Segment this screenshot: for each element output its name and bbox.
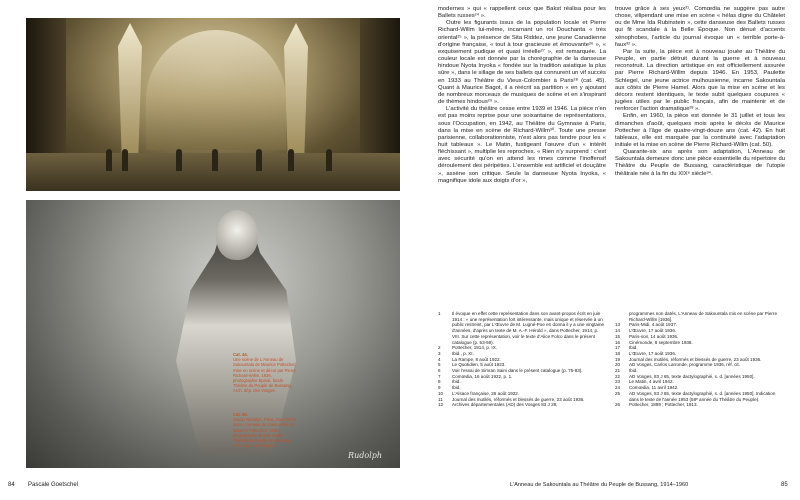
running-title: L'Anneau de Sakountala au Théâtre du Peuple de Bussang, 1914–1960 — [510, 482, 689, 488]
footnote — [615, 391, 785, 402]
footnote-number: 15 — [615, 333, 621, 339]
stage-figure — [326, 149, 332, 171]
page-number-left: 84 — [8, 482, 15, 488]
caption-cat-44 — [233, 352, 297, 394]
footnote-text: Comœdia, 16 août 1922, p. 1. — [452, 373, 513, 379]
footnote-text: L'Alsace française, 26 août 1922. — [452, 390, 520, 396]
footnote-text: Il évoque en effet cette représentation dans son avant-propos écrit en juin 1914 : « une représentation fort intéressante, mais unique et réservée à un public restreint, par L'Œuvre de M. Lugné-Poe en donna il y a une vingtaine d'années, d'après un texte de M. A.-F. Hérold », dans Pottecher, 1914, p. VIII. Sur cette représentation, voir le texte d'Alice Folco dans le présent catalogue (p. 53-59). — [452, 311, 605, 345]
footnote-text: L'Œuvre, 17 août 1936. — [629, 328, 677, 334]
footnote-number: 24 — [615, 385, 621, 391]
footnote — [615, 402, 785, 408]
author-name: Pascale Goetschel — [28, 482, 79, 488]
photo-signature: Rudolph — [348, 451, 382, 460]
footnote-text: Archives départementales (AD) des Vosges 83 J 28, — [452, 402, 558, 408]
footnote-number: 16 — [615, 339, 621, 345]
stage-figure — [176, 149, 182, 171]
caption-label: Cat. 44. — [233, 352, 248, 357]
text-column-left — [438, 6, 606, 185]
footnote-text: Comœdia, 11 avril 1942. — [629, 385, 679, 391]
footnotes-left — [438, 311, 606, 408]
footnote-text: Journal des mutilés, réformés et blessés de guerre, 23 août 1936. — [452, 396, 585, 402]
footnote-number: 14 — [615, 328, 621, 334]
footnote-number: 11 — [438, 396, 443, 402]
footnote-text: Le Quotidien, 5 août 1923. — [452, 362, 506, 368]
footnote-number: 18 — [615, 350, 621, 356]
footnote-number: 10 — [438, 390, 444, 396]
paragraph: Enfin, en 1960, la pièce est donnée le 31 juillet et tous les dimanches d'août, quelques mois après le décès de Maurice Pottecher à l'âge de quatre-vingt-douze ans (cat. 42). En huit tableaux, elle est marquée par la continuité avec l'adaptation initiale et la mise en scène de Pierre Richard-Willm (cat. 50). — [615, 113, 785, 148]
stage-photograph — [26, 18, 400, 191]
caption-label: Cat. 50. — [233, 412, 248, 417]
footnote-number: 1 — [438, 311, 441, 316]
paragraph: trouve grâce à ses yeux³¹. Comœdia ne suggère pas autre chose, vilipendant une mise en scène « hélas digne du Châtelet ou de Mme Ida Rubinstein », cette danseuse des Ballets russes qui fit scandale à la Belle Époque. Non dénué d'accents xénophobes, l'article du journal évoque un « terrible porte-à-faux³² ». — [615, 6, 785, 48]
footnote-number: 25 — [615, 390, 621, 396]
footnote-number: 19 — [615, 356, 621, 362]
footnote-number: 13 — [615, 322, 621, 328]
paragraph: L'activité du théâtre cesse entre 1939 et 1946. La pièce n'en est pas moins reprise pour une soixantaine de représentations, sous l'Occupation, en 1942, au Théâtre du Gymnase à Paris, dans la mise en scène de Richard-Willm³⁰. Toute une presse parisienne, collaborationniste, n'est alors pas tendre pour les « huit tableaux ». Le Matin, fustigeant l'œuvre d'un « intérêt fléchissant », multiplie les reproches. « Rien n'y surprend : c'est avec sécurité qu'on en attend les rimes comme l'inoffensif déroulement des péripéties. L'ensemble est artificiel et douçâtre », assène son critique. Seule la danseuse Nyota Inyoka, « magnifique idole aux doigts d'or », — [438, 106, 606, 184]
footnote-number: 22 — [615, 373, 621, 379]
dancer-headdress — [216, 210, 258, 260]
dancer-photograph — [26, 200, 400, 468]
footnote-text: Ibid., p. XI. — [452, 350, 474, 356]
footnote-number: 4 — [438, 356, 441, 362]
footnotes-right — [615, 311, 785, 408]
stage-figure — [212, 149, 218, 171]
paragraph: Par la suite, la pièce est à nouveau jouée au Théâtre du Peuple, en partie détruit durant la guerre et à nouveau reconstruit. La direction artistique en est officiellement assurée par Pierre Richard-Willm depuis 1946. En 1953, Paulette Schlegel, une jeune actrice mulhousienne, incarne Sakountala aux côtés de Pierre Hamel. Alors que la mise en scène et les décors restent identiques, le texte subit quelques coupures « jugées utiles par le public français, afin de maintenir et de renforcer l'action dramatique³³ ». — [615, 48, 785, 113]
footnote-text: programmes non datés, L'Anneau de Sakountala mis en scène par Pierre Richard-Willm [1936]. — [629, 311, 777, 322]
paragraph: modernes » qui « rappellent ceux que Bakst réalisa pour les Ballets russes²⁴ ». — [438, 6, 606, 20]
footnote-text: AD Vosges, Carlos Larronde, programme 1936, réf. cit. — [629, 362, 740, 368]
footnote-number: 3 — [438, 350, 441, 356]
footnote-number: 9 — [438, 385, 441, 391]
stage-figure — [256, 149, 262, 171]
footnote-text: Ibid. — [629, 368, 638, 374]
caption-text: Une scène de L'Anneau de Sakountala de Maurice Pottecher, mise en scène et décor par Pierre Richard-Willm, 1936, photographie Epinal, fonds Théâtre du Peuple de Bussang, Arch. dép. des Vosges — [233, 357, 296, 394]
footnote-number: 21 — [615, 368, 621, 374]
stage-tower — [284, 23, 308, 153]
footnote-number: 2 — [438, 345, 441, 351]
caption-text: Studio Rudolph, Paris, Douchanta dans L'Anneau de Sakountala de Maurice Pottecher, 1960, photographie Epinal, fonds Théâtre du Peuple de Bussang, Arch. dép. des Vosges — [233, 417, 297, 449]
footnote-text: Cinémonde, 8 septembre 1938. — [629, 339, 693, 345]
footnote-text: Le Matin, 4 avril 1942. — [629, 379, 674, 385]
footnote-number: 20 — [615, 362, 621, 368]
caption-cat-50 — [233, 412, 297, 448]
paragraph: Outre les figurants issus de la population locale et Pierre Richard-Willm lui-même, incarnant un roi Douchanta « très oriental²⁵ », la présence de Sita Riddez, une jeune Canadienne d'origine française, « tout à tour gracieuse et émouvante²⁶ », « exquisement pudique et quasi irréelle²⁷ », est remarquée. La couleur locale est donnée par la chorégraphie de la danseuse hindoue Nyota Inyoka « fondée sur la tradition asiatique la plus sûre », dans le sillage de ses ballets qui connurent un vif succès en 1933 au Théâtre du Vieux-Colombier à Paris²⁸ (cat. 45). Quant à Maurice Bagot, il a réécrit sa partition « en y ajoutant de nombreux morceaux de musiques de scène et en s'inspirant de thèmes hindous²⁹ ». — [438, 20, 606, 106]
footnote-text: AD Vosges, 83 J 65, texte dactylographié, s. d. [années 1950]. — [629, 373, 755, 379]
footnote-number: 26 — [615, 402, 621, 408]
footnote-text: Ibid. — [629, 345, 638, 351]
text-column-right — [615, 6, 785, 178]
footnote-number — [615, 311, 629, 322]
stage-figure — [106, 149, 112, 171]
stage-tower — [118, 23, 142, 153]
footnote-text: AD Vosges, 83 J 65, texte dactylographié, s. d. [années 1950]. Indication dans le texte de l'année 1953 (58ᵉ année du Théâtre du Peuple). — [629, 390, 776, 402]
footnote — [438, 311, 606, 345]
footnote-text: La Rampe, 8 août 1922. — [452, 356, 501, 362]
footnote-text: Voir l'essai de Simran Saini dans le présent catalogue (p. 75-83). — [452, 368, 583, 374]
footnote-text: Pottecher, 1899 ; Pottecher, 1913. — [629, 402, 698, 408]
footnote-text: Pottecher, 1914, p. IX. — [452, 345, 497, 351]
footnote-number: 12 — [438, 402, 444, 408]
footnote-text: Journal des mutilés, réformés et blessés de guerre, 23 août 1936. — [629, 356, 762, 362]
stage-figure — [122, 149, 128, 171]
footnote-text: L'Œuvre, 17 août 1936. — [629, 350, 677, 356]
footnote-number: 8 — [438, 379, 441, 385]
footnote-number: 17 — [615, 345, 621, 351]
page-number-right: 85 — [781, 482, 788, 488]
footnote — [438, 402, 606, 408]
footnote-text: Ibid. — [452, 385, 461, 391]
footnote-number: 6 — [438, 368, 441, 374]
stage-figure — [288, 149, 294, 171]
stage-temple-arch — [146, 30, 286, 150]
paragraph: Quarante-six ans après son adaptation, L'Anneau de Sakountala demeure donc une pièce essentielle du répertoire du Théâtre du Peuple de Bussang, caractéristique de l'utopie théâtrale née à la fin du XIXᵉ siècle³⁴. — [615, 149, 785, 177]
footnote-number: 5 — [438, 362, 441, 368]
footnote-text: Paris-Midi, 4 août 1937. — [629, 322, 678, 328]
footnote — [615, 311, 785, 322]
footnote-number: 23 — [615, 379, 621, 385]
footnote-text: Ibid. — [452, 379, 461, 385]
footnote-number: 7 — [438, 373, 441, 379]
footnote-text: Paris-soir, 14 août 1936. — [629, 333, 679, 339]
